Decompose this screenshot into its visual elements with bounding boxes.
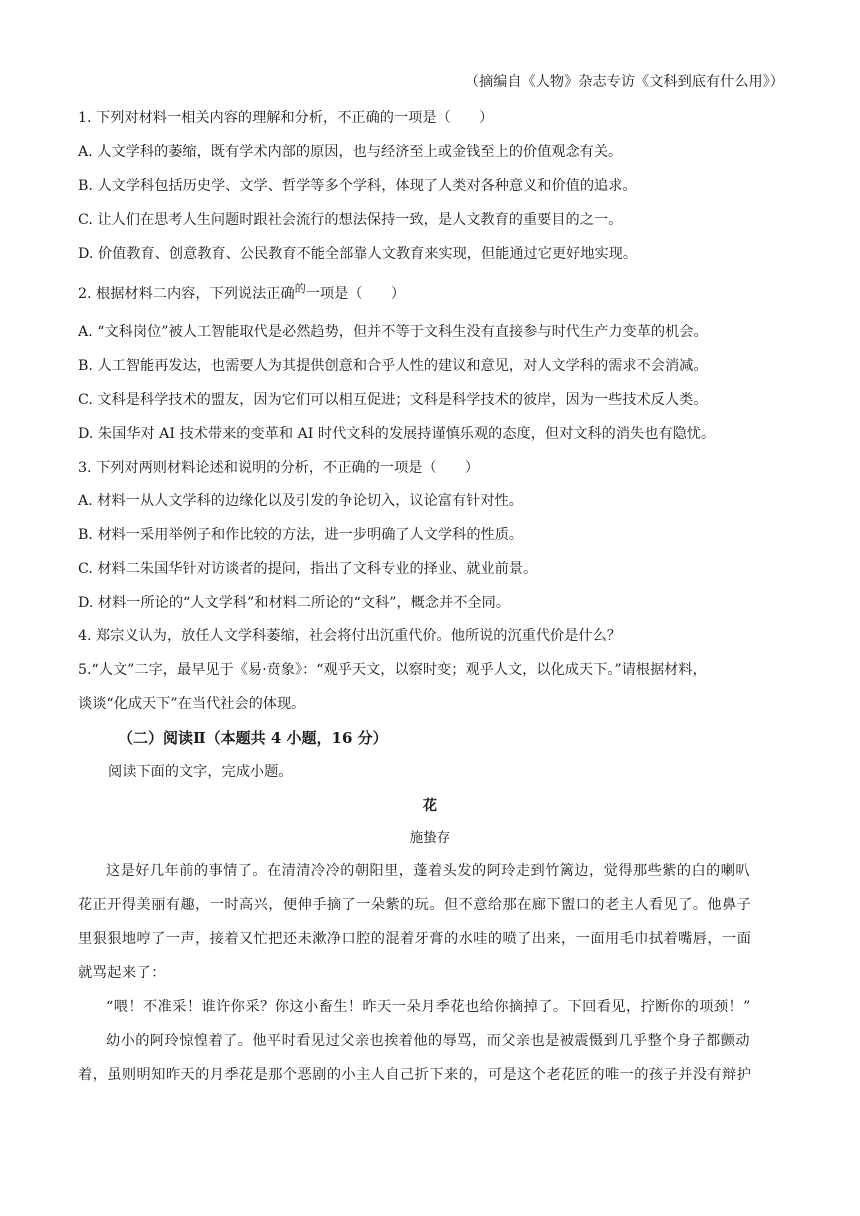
question-5-stem-line2: 谈谈“化成天下”在当代社会的体现。 [78,696,306,712]
question-2-option-d: D. 朱国华对 AI 技术带来的变革和 AI 时代文科的发展持谨慎乐观的态度，但对文科的消失也有隐忧。 [78,426,716,442]
story-line-2: 花正开得美丽有趣，一时高兴，便伸手摘了一朵紫的玩。但不意给那在廊下盥口的老主人看见了。他鼻子 [78,897,752,913]
question-3-stem: 3. 下列对两则材料论述和说明的分析，不正确的一项是（ ） [78,460,480,476]
question-4-stem: 4. 郑宗义认为，放任人文学科萎缩，社会将付出沉重代价。他所说的沉重代价是什么？ [78,628,621,644]
question-2-stem-raised-char: 的 [294,282,306,295]
question-3-option-c: C. 材料二朱国华针对访谈者的提问，指出了文科专业的择业、就业前景。 [78,561,538,577]
question-1-option-c: C. 让人们在思考人生问题时跟社会流行的想法保持一致，是人文教育的重要目的之一。 [78,212,623,228]
story-line-5: “喂！不准采！谁许你采？你这小畜生！昨天一朵月季花也给你摘掉了。下回看见，拧断你的项颈！” [106,999,751,1015]
question-1-option-b: B. 人文学科包括历史学、文学、哲学等多个学科，体现了人类对各种意义和价值的追求。 [78,178,637,194]
question-2-stem [78,284,405,305]
question-2-stem-part2: 一项是（ ） [305,286,406,302]
question-3-option-a: A. 材料一从人文学科的边缘化以及引发的争论切入，议论富有针对性。 [78,493,523,509]
story-author: 施蛰存 [409,830,451,846]
question-2-option-b: B. 人工智能再发达，也需要人为其提供创意和合乎人性的建议和意见，对人文学科的需求不会消减。 [78,358,708,374]
story-title: 花 [422,798,438,814]
section-heading: （二）阅读Ⅱ（本题共 4 小题，16 分） [118,729,388,747]
story-line-1: 这是好几年前的事情了。在清清冷冷的朝阳里，蓬着头发的阿玲走到竹篱边，觉得那些紫的白的喇叭 [106,863,751,879]
question-1-option-d: D. 价值教育、创意教育、公民教育不能全部靠人文教育来实现，但能通过它更好地实现。 [78,246,638,262]
story-line-7: 着，虽则明知昨天的月季花是那个恶剧的小主人自己折下来的，可是这个老花匠的唯一的孩子并没有辩护 [78,1067,752,1083]
section-instruction: 阅读下面的文字，完成小题。 [108,764,293,780]
question-3-option-d: D. 材料一所论的“人文学科”和材料二所论的“文科”，概念并不全同。 [78,595,510,611]
question-5-stem-line1: 5.“人文”二字，最早见于《易·贲象》：“观乎天文，以察时变；观乎人文，以化成天下。”请根据材料， [78,662,707,678]
question-1-stem: 1. 下列对材料一相关内容的理解和分析，不正确的一项是（ ） [78,110,494,126]
question-2-stem-part1: 2. 根据材料二内容，下列说法正确 [78,286,295,302]
story-line-6: 幼小的阿玲惊惶着了。他平时看见过父亲也挨着他的辱骂，而父亲也是被震慑到几乎整个身子都颤动 [106,1033,751,1049]
source-citation: （摘编自《人物》杂志专访《文科到底有什么用》） [464,74,784,90]
story-line-4: 就骂起来了： [78,965,166,981]
question-3-option-b: B. 材料一采用举例子和作比较的方法，进一步明确了人文学科的性质。 [78,527,524,543]
question-2-option-a: A. “文科岗位”被人工智能取代是必然趋势，但并不等于文科生没有直接参与时代生产力变革的机会。 [78,324,708,340]
story-line-3: 里狠狠地哼了一声，接着又忙把还未漱净口腔的混着牙膏的水哇的喷了出来，一面用毛巾拭着嘴唇，一面 [78,931,752,947]
question-1-option-a: A. 人文学科的萎缩，既有学术内部的原因，也与经济至上或金钱至上的价值观念有关。 [78,144,623,160]
question-2-option-c: C. 文科是科学技术的盟友，因为它们可以相互促进；文科是科学技术的彼岸，因为一些技术反人类。 [78,392,708,408]
